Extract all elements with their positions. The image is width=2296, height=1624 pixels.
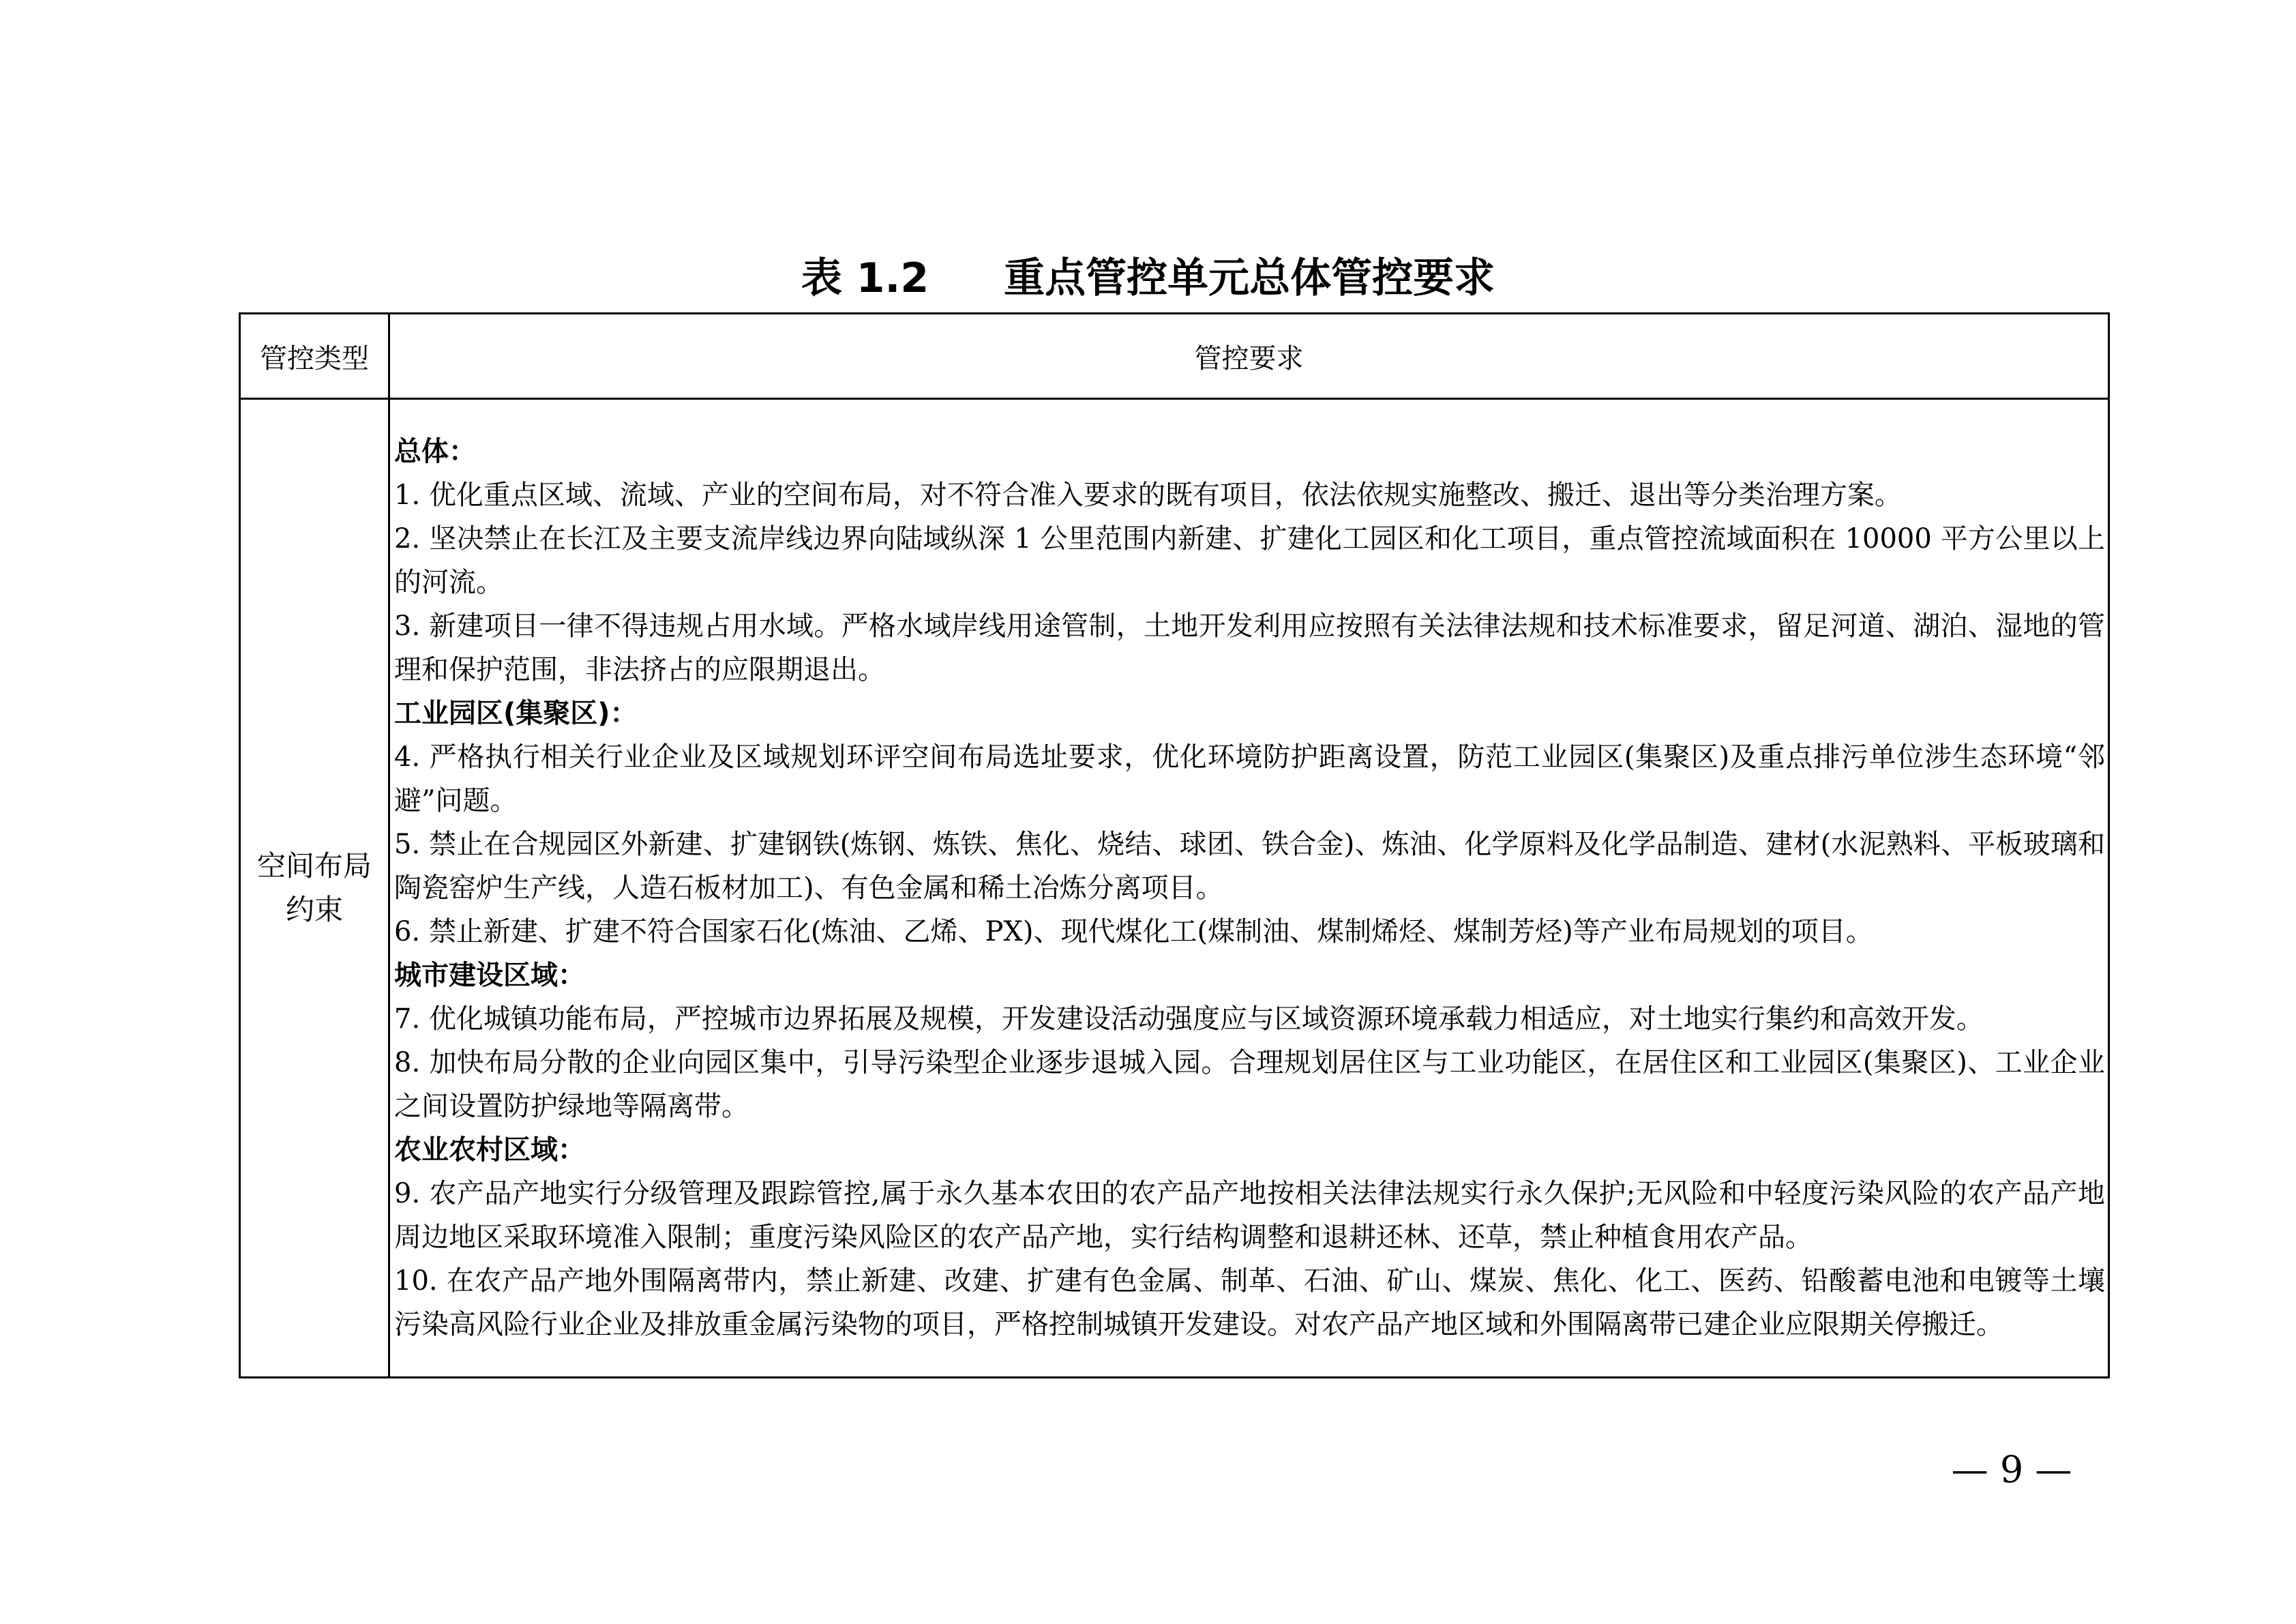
control-type-line: 空间布局 [256, 849, 372, 883]
requirement-item: 3. 新建项目一律不得违规占用水域。严格水域岸线用途管制，土地开发利用应按照有关法律法规和技术标准要求，留足河道、湖泊、湿地的管理和保护范围，非法挤占的应限期退出。 [394, 610, 2105, 685]
table-number: 表 1.2 [801, 254, 929, 302]
requirement-item: 9. 农产品产地实行分级管理及跟踪管控,属于永久基本农田的农产品产地按相关法律法规实行永久保护;无风险和中轻度污染风险的农产品产地周边地区采取环境准入限制；重度污染风险区的农产品产地，实行结构调整和退耕还林、还草，禁止种植食用农产品。 [394, 1178, 2105, 1253]
control-type-cell [240, 399, 389, 1378]
table-header-row [240, 314, 2109, 399]
section-heading-industrial-park: 工业园区(集聚区)： [394, 698, 638, 729]
requirement-item: 6. 禁止新建、扩建不符合国家石化(炼油、乙烯、PX)、现代煤化工(煤制油、煤制烯烃、煤制芳烃)等产业布局规划的项目。 [394, 916, 1873, 947]
requirement-item: 10. 在农产品产地外围隔离带内，禁止新建、改建、扩建有色金属、制革、石油、矿山、煤炭、焦化、化工、医药、铅酸蓄电池和电镀等土壤污染高风险行业企业及排放重金属污染物的项目，严格控制城镇开发建设。对农产品产地区域和外围隔离带已建企业应限期关停搬迁。 [394, 1265, 2105, 1340]
requirement-item: 5. 禁止在合规园区外新建、扩建钢铁(炼钢、炼铁、焦化、烧结、球团、铁合金)、炼油、化学原料及化学品制造、建材(水泥熟料、平板玻璃和陶瓷窑炉生产线，人造石板材加工)、有色金属和稀土冶炼分离项目。 [394, 829, 2105, 904]
section-heading-overall: 总体： [394, 436, 476, 467]
table-row [240, 399, 2109, 1378]
requirement-item: 1. 优化重点区域、流域、产业的空间布局，对不符合准入要求的既有项目，依法依规实施整改、搬迁、退出等分类治理方案。 [394, 479, 1902, 511]
header-control-type: 管控类型 [240, 314, 389, 399]
header-control-requirements: 管控要求 [389, 314, 2109, 399]
table-title-text: 重点管控单元总体管控要求 [1004, 254, 1495, 302]
section-heading-urban-area: 城市建设区域： [394, 960, 585, 991]
page-number: — 9 — [1951, 1448, 2072, 1491]
requirement-item: 4. 严格执行相关行业企业及区域规划环评空间布局选址要求，优化环境防护距离设置，防范工业园区(集聚区)及重点排污单位涉生态环境“邻避”问题。 [394, 741, 2105, 816]
requirement-item: 8. 加快布局分散的企业向园区集中，引导污染型企业逐步退城入园。合理规划居住区与工业功能区，在居住区和工业园区(集聚区)、工业企业之间设置防护绿地等隔离带。 [394, 1047, 2105, 1122]
table-title [0, 251, 2296, 306]
requirements-table [239, 312, 2110, 1378]
requirement-item: 7. 优化城镇功能布局，严控城市边界拓展及规模，开发建设活动强度应与区域资源环境承载力相适应，对土地实行集约和高效开发。 [394, 1003, 1984, 1035]
control-type-line: 约束 [285, 893, 343, 926]
requirement-item: 2. 坚决禁止在长江及主要支流岸线边界向陆域纵深 1 公里范围内新建、扩建化工园区和化工项目，重点管控流域面积在 10000 平方公里以上的河流。 [394, 523, 2105, 598]
requirements-cell [389, 399, 2109, 1378]
section-heading-rural-area: 农业农村区域： [394, 1134, 585, 1166]
